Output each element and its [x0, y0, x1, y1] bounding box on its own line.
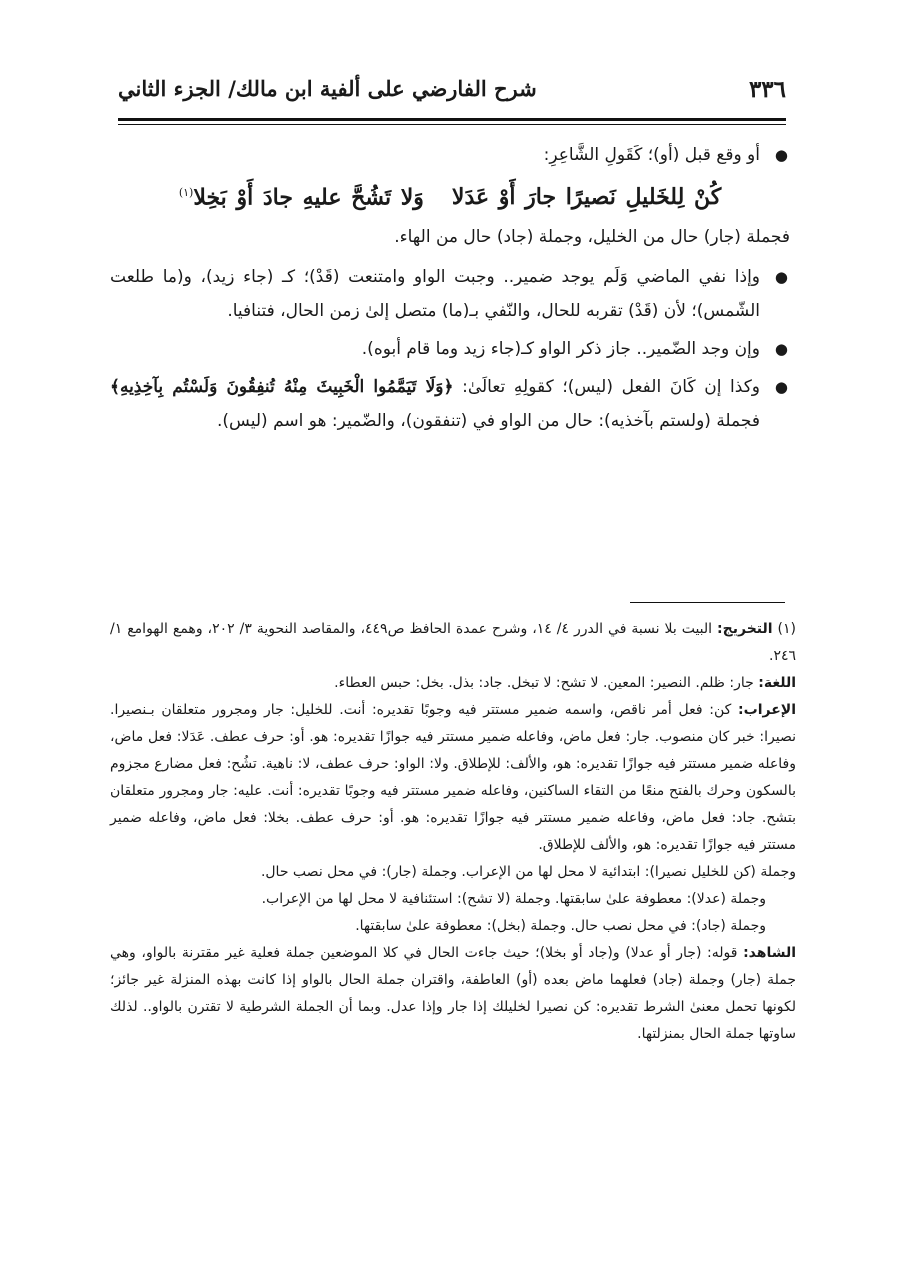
verse-hemistich-1: كُنْ لِلخَليلِ نَصيرًا جارَ أَوْ عَدَلا — [451, 184, 722, 211]
footnote-1-takhrij — [110, 616, 796, 670]
bullet-4-rest: فجملة (ولستم بآخذيه): حال من الواو في (تنفقون)، والضّمير: هو اسم (ليس). — [217, 411, 760, 432]
footnote-jumal-1: وجملة (كن للخليل نصيرا): ابتدائية لا محل لها من الإعراب. وجملة (جار): في محل نصب حال. — [260, 864, 796, 880]
verse-hemistich-2-wrap — [179, 176, 424, 214]
poetry-verse — [110, 176, 790, 214]
footnote-separator — [630, 602, 785, 603]
irab-label: الإعراب: — [738, 702, 796, 718]
bullet-dot: ● — [774, 378, 788, 397]
main-text — [110, 138, 790, 442]
footnote-jumal-2: وجملة (عدلا): معطوفة علىٰ سابقتها. وجملة (لا تشح): استئنافية لا محل لها من الإعراب. — [261, 891, 766, 907]
bullet-4 — [110, 370, 790, 438]
footnote-shahid — [110, 940, 796, 1048]
running-title: شرح الفارضي على ألفية ابن مالك/ الجزء الثاني — [118, 76, 537, 101]
bullet-3-text: وإن وجد الضّمير.. جاز ذكر الواو كـ(جاء زيد وما قام أبوه). — [361, 339, 760, 360]
lugha-label: اللغة: — [758, 675, 796, 691]
bullet-3 — [110, 332, 790, 366]
page-number: ٣٣٦ — [748, 76, 786, 103]
footnotes — [110, 616, 796, 1048]
header-rule-thin — [118, 124, 786, 125]
lugha-text: جار: ظلم. النصير: المعين. لا تشح: لا تبخل. جاد: بذل. بخل: حبس العطاء. — [334, 675, 754, 691]
footnote-1-number: (١) — [777, 621, 797, 637]
footnote-lugha — [110, 670, 796, 697]
page-header — [118, 70, 786, 120]
bullet-4-intro: وكذا إن كَانَ الفعل (ليس)؛ كقولِهِ تعالَىٰ: — [462, 377, 761, 398]
takhrij-text: البيت بلا نسبة في الدرر ٤/ ١٤، وشرح عمدة الحافظ ص٤٤٩، والمقاصد النحوية ٣/ ٢٠٢، وهمع الهوامع ١/ ٢٤٦. — [110, 621, 796, 664]
irab-text: كن: فعل أمر ناقص، واسمه ضمير مستتر فيه وجوبًا تقديره: أنت. للخليل: جار ومجرور متعلقان بـنصيرا. نصيرا: خبر كان منصوب. جار: فعل ماض، وفاعله ضمير مستتر فيه جوازًا تقديره: هو. أو: حرف عطف. عَدَلا: فعل ماض، وفاعله ضمير مستتر فيه جوازًا تقديره: هو، والألف: للإطلاق. ولا: الواو: حرف عطف، لا: ناهية. تشُح: فعل مضارع مجزوم بالسكون وحرك بالفتح منعًا من التقاء الساكنين، وفاعله ضمير مستتر فيه وجوبًا تقديره: أنت. عليه: جار ومجرور متعلقان بتشح. جاد: فعل ماض، وفاعله ضمير مستتر فيه جوازًا تقديره: هو. أو: حرف عطف. بخلا: فعل ماض، وفاعله ضمير مستتر فيه جوازًا تقديره: هو، والألف للإطلاق. — [110, 702, 796, 853]
header-rule-thick — [118, 118, 786, 121]
bullet-dot: ● — [774, 146, 788, 164]
shahid-text: قوله: (جار أو عدلا) و(جاد أو بخلا)؛ حيث جاءت الحال في كلا الموضعين جملة فعلية غير مقترنة بالواو، وهي جملة (جار) وجملة (جاد) فعلهما ماض بعده (أو) العاطفة، واقتران جملة الحال بالواو إذا كانت بهذه المنزلة غير جائز؛ لكونها تحمل معنىٰ الشرط تقديره: كن نصيرا لخليلك إذا جار وإذا عدل. وبما أن الجملة الشرطية لا تقترن بالواو.. لذلك ساوتها جملة الحال بمنزلتها. — [110, 945, 796, 1042]
footnote-irab — [110, 697, 796, 859]
bullet-dot: ● — [774, 340, 788, 359]
footnote-ref[interactable]: (١) — [178, 186, 194, 199]
bullet-2-text: وإذا نفي الماضي وَلَم يوجد ضمير.. وجبت الواو وامتنعت (قَدْ)؛ كـ (جاء زيد)، و(ما طلعت الشّمس)؛ لأن (قَدْ) تقربه للحال، والنّفي بـ(ما) متصل إلىٰ زمن الحال، فتنافيا. — [110, 267, 760, 322]
bullet-1-text: أو وقع قبل (أو)؛ كَقَولِ الشَّاعِرِ: — [543, 145, 760, 165]
footnote-jumal-3: وجملة (جاد): في محل نصب حال. وجملة (بخل): معطوفة علىٰ سابقتها. — [355, 918, 766, 934]
verse-hemistich-2: وَلا تَشُحَّ عليهِ جادَ أَوْ بَخِلا — [193, 184, 424, 211]
quran-verse: ﴿وَلَا تَيَمَّمُوا الْخَبِيثَ مِنْهُ تُنفِقُونَ وَلَسْتُم بِآخِذِيهِ﴾ — [110, 377, 454, 398]
bullet-2 — [110, 260, 790, 328]
shahid-label: الشاهد: — [743, 945, 797, 961]
paragraph-1: فجملة (جار) حال من الخليل، وجملة (جاد) حال من الهاء. — [394, 227, 790, 248]
bullet-1 — [110, 138, 790, 172]
bullet-dot: ● — [774, 268, 788, 287]
takhrij-label: التخريج: — [717, 621, 773, 637]
